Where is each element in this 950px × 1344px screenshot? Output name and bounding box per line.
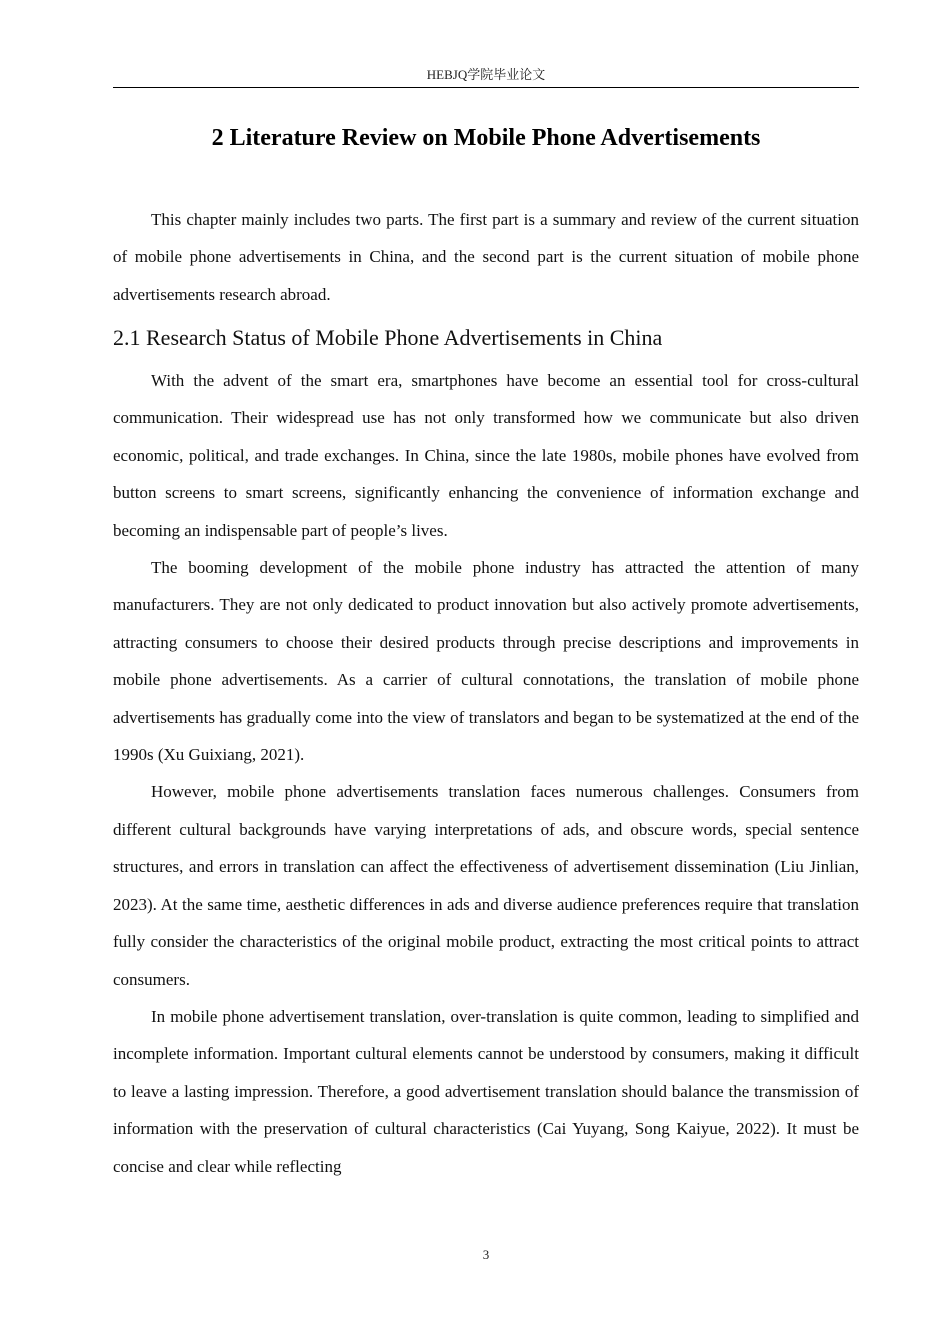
page-number: 3 (482, 1247, 490, 1262)
body-paragraph: The booming development of the mobile phone industry has attracted the attention of many manufacturers. They are not only dedicated to product innovation but also actively promote advertisements, attracting consumers to choose their desired products through precise descriptions and improvements in mobile phone advertisements. As a carrier of cultural connotations, the translation of mobile phone advertisements has gradually come into the view of translators and began to be systematized at the end of the 1990s (Xu Guixiang, 2021). (113, 558, 859, 765)
body-paragraph: However, mobile phone advertisements translation faces numerous challenges. Consumers from different cultural backgrounds have varying interpretations of ads, and obscure words, special sentence structures, and errors in translation can affect the effectiveness of advertisement dissemination (Liu Jinlian, 2023). At the same time, aesthetic differences in ads and diverse audience preferences require that translation fully consider the characteristics of the original mobile product, extracting the most critical points to attract consumers. (113, 782, 859, 989)
section-heading: 2.1 Research Status of Mobile Phone Advertisements in China (113, 325, 663, 350)
section-body-text (113, 362, 859, 1220)
body-paragraph: In mobile phone advertisement translation, over-translation is quite common, leading to simplified and incomplete information. Important cultural elements cannot be understood by consumers, making it difficult to leave a lasting impression. Therefore, a good advertisement translation should balance the transmission of information with the preservation of cultural characteristics (Cai Yuyang, Song Kaiyue, 2022). It must be concise and clear while reflecting (113, 1006, 859, 1176)
chapter-intro-paragraph: This chapter mainly includes two parts. The first part is a summary and review of the current situation of mobile phone advertisements in China, and the second part is the current situation of mobile phone advertisements research abroad. (113, 210, 859, 304)
header-rule (113, 87, 859, 88)
body-paragraph: With the advent of the smart era, smartphones have become an essential tool for cross-cultural communication. Their widespread use has not only transformed how we communicate but also driven economic, political, and trade exchanges. In China, since the late 1980s, mobile phones have evolved from button screens to smart screens, significantly enhancing the convenience of information exchange and becoming an indispensable part of people’s lives. (113, 371, 859, 540)
chapter-title: 2 Literature Review on Mobile Phone Advertisements (211, 125, 761, 151)
running-header: HEBJQ学院毕业论文 (426, 67, 546, 82)
